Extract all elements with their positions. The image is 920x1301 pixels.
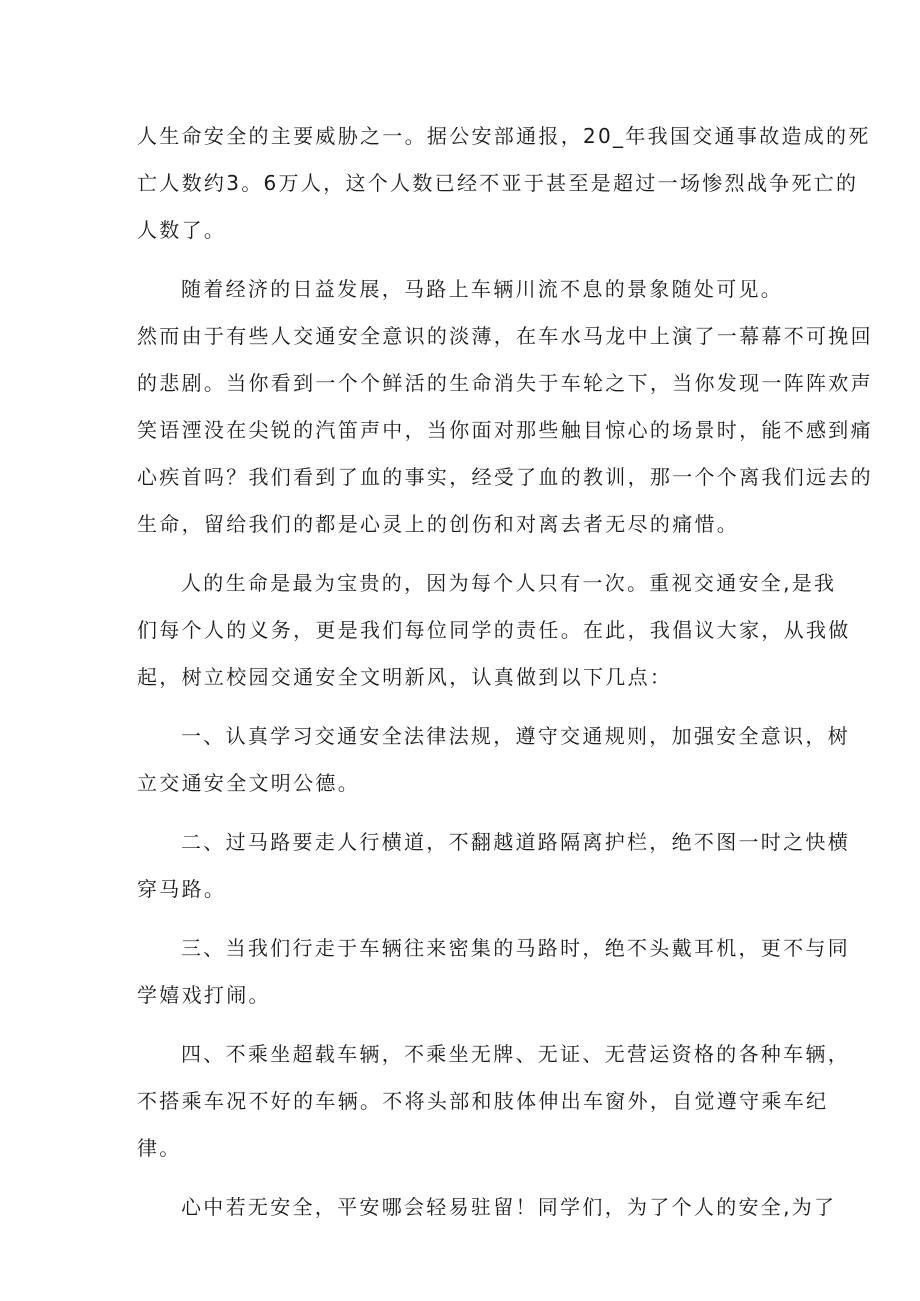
text-line: 起，树立校园交通安全文明新风，认真做到以下几点： [137,665,673,689]
text-line: 亡人数约3。6万人，这个人数已经不亚于甚至是超过一场惨烈战争死亡的 [137,171,859,195]
paragraph-1 [137,113,871,254]
text-line: 然而由于有些人交通安全意识的淡薄，在车水马龙中上演了一幕幕不可挽回 [137,324,873,348]
paragraph-5 [137,819,850,913]
text-line: 随着经济的日益发展，马路上车辆川流不息的景象随处可见。 [181,277,784,301]
text-line: 人数了。 [137,218,227,242]
text-line: 立交通安全文明公德。 [137,771,360,795]
text-line: 穿马路。 [137,877,227,901]
text-line: 生命，留给我们的都是心灵上的创伤和对离去者无尽的痛惜。 [137,512,740,536]
text-line: 不搭乘车况不好的车辆。不将头部和肢体伸出车窗外，自觉遵守乘车纪 [137,1089,829,1113]
text-line: 一、认真学习交通安全法律法规，遵守交通规则，加强安全意识，树 [181,724,850,748]
text-line: 笑语湮没在尖锐的汽笛声中，当你面对那些触目惊心的场景时，能不感到痛 [137,418,873,442]
paragraph-3 [137,560,851,701]
text-line: 三、当我们行走于车辆往来密集的马路时，绝不头戴耳机，更不与同 [181,936,850,960]
text-line: 律。 [137,1136,182,1160]
document-body [137,113,873,1231]
paragraph-7 [137,1031,850,1172]
paragraph-6 [137,925,850,1019]
text-line: 们每个人的义务，更是我们每位同学的责任。在此，我倡议大家，从我做 [137,618,851,642]
paragraph-8 [137,1184,837,1231]
text-line: 心疾首吗？我们看到了血的事实，经受了血的教训，那一个个离我们远去的 [137,465,873,489]
text-line: 人的生命是最为宝贵的，因为每个人只有一次。重视交通安全,是我 [181,571,837,595]
text-line: 学嬉戏打闹。 [137,983,271,1007]
text-line: 四、不乘坐超载车辆，不乘坐无牌、无证、无营运资格的各种车辆， [181,1042,850,1066]
text-line: 的悲剧。当你看到一个个鲜活的生命消失于车轮之下，当你发现一阵阵欢声 [137,371,873,395]
text-line: 二、过马路要走人行横道，不翻越道路隔离护栏，绝不图一时之快横 [181,830,850,854]
text-line: 人生命安全的主要威胁之一。据公安部通报，20_年我国交通事故造成的死 [137,124,871,148]
text-line: 心中若无安全，平安哪会轻易驻留！同学们，为了个人的安全,为了 [181,1195,837,1219]
paragraph-4 [137,713,850,807]
paragraph-2 [137,266,873,548]
